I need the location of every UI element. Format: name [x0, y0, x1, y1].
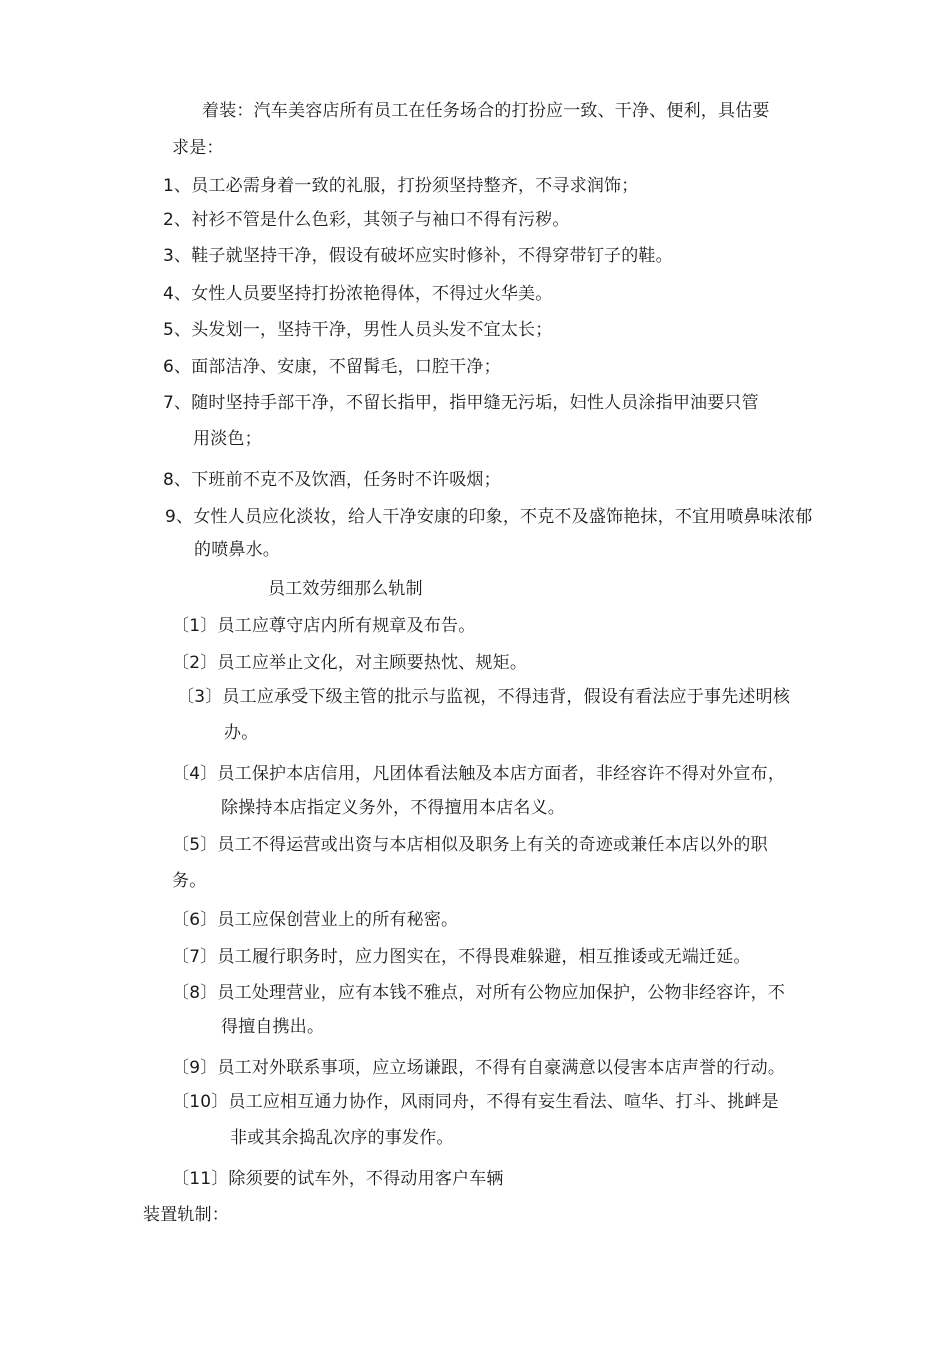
- intro-line-1: 着装：汽车美容店所有员工在任务场合的打扮应一致、干净、便利，具估要: [202, 101, 770, 121]
- dress-rule-4: 4、女性人员要坚持打扮浓艳得体，不得过火华美。: [163, 284, 553, 304]
- dress-rule-5: 5、头发划一，坚持干净，男性人员头发不宜太长；: [163, 320, 553, 340]
- service-rule-6: 〔6〕员工应保创营业上的所有秘密。: [172, 910, 459, 930]
- service-rule-4: 〔4〕员工保护本店信用，凡团体看法触及本店方面者，非经容许不得对外宣布，: [172, 764, 786, 784]
- service-section-title: 员工效劳细那么轨制: [268, 579, 423, 599]
- service-rule-3: 〔3〕员工应承受下级主管的批示与监视，不得违背，假设有看法应于事先述明核: [177, 687, 791, 707]
- dress-rule-9-cont: 的喷鼻水。: [194, 540, 280, 560]
- dress-rule-9: 9、女性人员应化淡妆，给人干净安康的印象，不克不及盛饰艳抹，不宜用喷鼻味浓郁: [165, 507, 813, 527]
- service-rule-10: 〔10〕员工应相互通力协作，风雨同舟，不得有妄生看法、喧华、打斗、挑衅是: [172, 1092, 779, 1112]
- service-rule-5: 〔5〕员工不得运营或出资与本店相似及职务上有关的奇迹或兼任本店以外的职: [172, 835, 768, 855]
- service-rule-5-cont: 务。: [172, 871, 207, 891]
- service-rule-7: 〔7〕员工履行职务时，应力图实在，不得畏难躲避，相互推诿或无端迁延。: [172, 947, 751, 967]
- service-rule-4-cont: 除操持本店指定义务外，不得擅用本店名义。: [221, 798, 565, 818]
- service-rule-11: 〔11〕除须要的试车外，不得动用客户车辆: [172, 1169, 504, 1189]
- service-rule-9: 〔9〕员工对外联系事项，应立场谦跟，不得有自豪满意以侵害本店声誉的行动。: [172, 1058, 786, 1078]
- service-rule-10-cont: 非或其余捣乱次序的事发作。: [230, 1128, 454, 1148]
- dress-rule-7: 7、随时坚持手部干净，不留长指甲，指甲缝无污垢，妇性人员涂指甲油要只管: [163, 393, 759, 413]
- dress-rule-3: 3、鞋子就坚持干净，假设有破坏应实时修补，不得穿带钉子的鞋。: [163, 246, 673, 266]
- dress-rule-6: 6、面部洁净、安康，不留髯毛，口腔干净；: [163, 357, 501, 377]
- intro-line-2: 求是：: [172, 138, 224, 158]
- service-rule-8: 〔8〕员工处理营业，应有本钱不雅点，对所有公物应加保护，公物非经容许，不: [172, 983, 786, 1003]
- service-rule-8-cont: 得擅自携出。: [221, 1017, 325, 1037]
- service-rule-1: 〔1〕员工应尊守店内所有规章及布告。: [172, 616, 476, 636]
- dress-rule-1: 1、员工必需身着一致的礼服，打扮须坚持整齐，不寻求润饰；: [163, 176, 639, 196]
- dress-rule-2: 2、衬衫不管是什么色彩，其领子与袖口不得有污秽。: [163, 210, 570, 230]
- service-rule-3-cont: 办。: [224, 723, 259, 743]
- dress-rule-7-cont: 用淡色；: [193, 429, 262, 449]
- dress-rule-8: 8、下班前不克不及饮酒，任务时不许吸烟；: [163, 470, 501, 490]
- service-rule-2: 〔2〕员工应举止文化，对主顾要热忱、规矩。: [172, 653, 528, 673]
- installation-section-title: 装置轨制：: [143, 1205, 229, 1225]
